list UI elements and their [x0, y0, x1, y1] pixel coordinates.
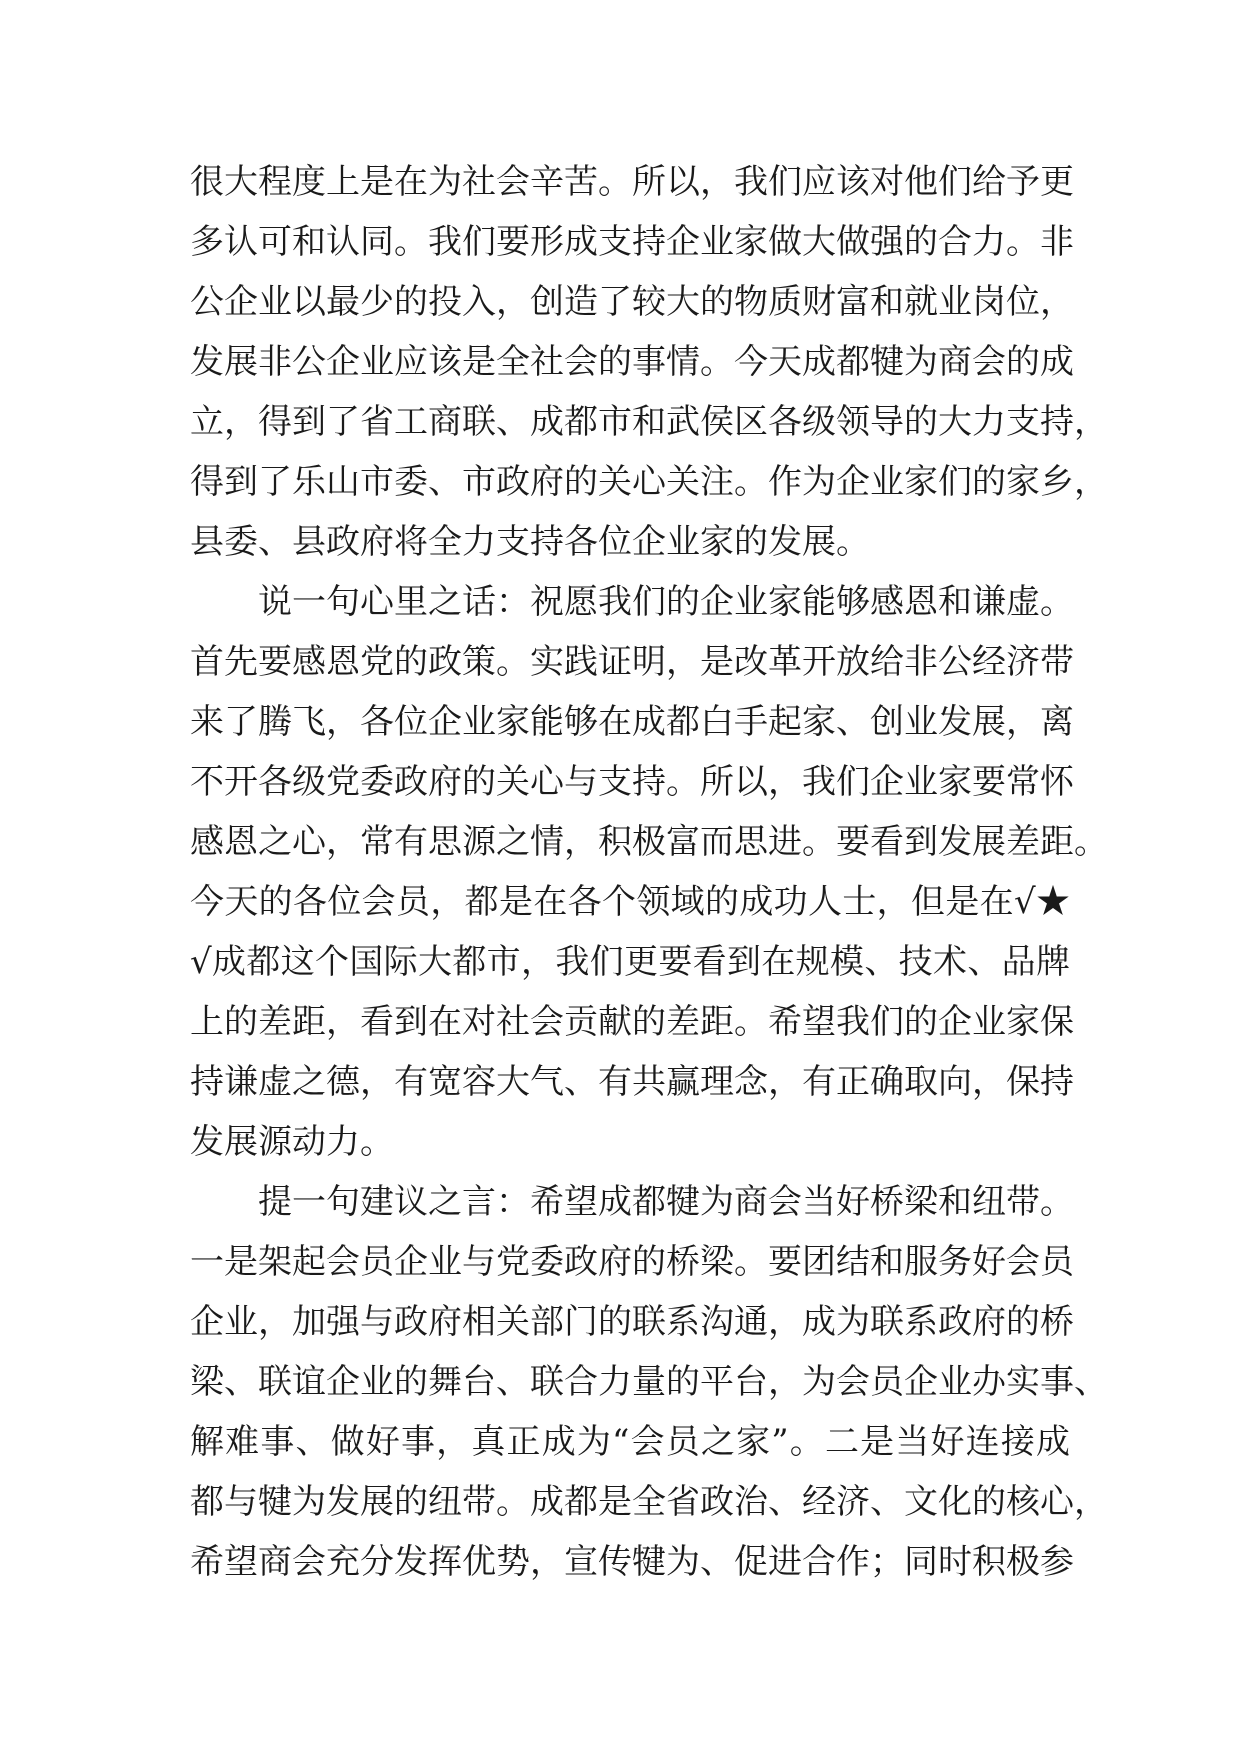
text-line: 解难事、做好事，真正成为“会员之家”。二是当好连接成	[190, 1422, 1070, 1462]
text-line: 今天的各位会员，都是在各个领域的成功人士，但是在√★	[190, 882, 1070, 922]
text-line: 说一句心里之话：祝愿我们的企业家能够感恩和谦虚。	[258, 582, 1074, 622]
text-line: 一是架起会员企业与党委政府的桥梁。要团结和服务好会员	[190, 1242, 1074, 1282]
text-line: 希望商会充分发挥优势，宣传犍为、促进合作；同时积极参	[190, 1542, 1074, 1582]
text-line: √成都这个国际大都市，我们更要看到在规模、技术、品牌	[190, 942, 1070, 982]
text-line: 公企业以最少的投入，创造了较大的物质财富和就业岗位，	[190, 282, 1074, 322]
text-line: 梁、联谊企业的舞台、联合力量的平台，为会员企业办实事、	[190, 1362, 1108, 1402]
body-text	[190, 152, 1108, 1592]
text-line: 得到了乐山市委、市政府的关心关注。作为企业家们的家乡，	[190, 462, 1108, 502]
paragraph	[190, 572, 1108, 1172]
text-line: 立，得到了省工商联、成都市和武侯区各级领导的大力支持，	[190, 402, 1108, 442]
text-line: 企业，加强与政府相关部门的联系沟通，成为联系政府的桥	[190, 1302, 1074, 1342]
text-line: 很大程度上是在为社会辛苦。所以，我们应该对他们给予更	[190, 162, 1074, 202]
paragraph	[190, 152, 1108, 572]
text-line: 多认可和认同。我们要形成支持企业家做大做强的合力。非	[190, 222, 1074, 262]
text-line: 县委、县政府将全力支持各位企业家的发展。	[190, 522, 870, 562]
text-line: 不开各级党委政府的关心与支持。所以，我们企业家要常怀	[190, 762, 1074, 802]
text-line: 提一句建议之言：希望成都犍为商会当好桥梁和纽带。	[258, 1182, 1074, 1222]
text-line: 都与犍为发展的纽带。成都是全省政治、经济、文化的核心，	[190, 1482, 1108, 1522]
paragraph	[190, 1172, 1108, 1592]
text-line: 发展非公企业应该是全社会的事情。今天成都犍为商会的成	[190, 342, 1074, 382]
text-line: 持谦虚之德，有宽容大气、有共赢理念，有正确取向，保持	[190, 1062, 1074, 1102]
text-line: 发展源动力。	[190, 1122, 394, 1162]
text-line: 感恩之心，常有思源之情，积极富而思进。要看到发展差距。	[190, 822, 1108, 862]
text-line: 首先要感恩党的政策。实践证明，是改革开放给非公经济带	[190, 642, 1074, 682]
text-line: 来了腾飞，各位企业家能够在成都白手起家、创业发展，离	[190, 702, 1074, 742]
text-line: 上的差距，看到在对社会贡献的差距。希望我们的企业家保	[190, 1002, 1074, 1042]
